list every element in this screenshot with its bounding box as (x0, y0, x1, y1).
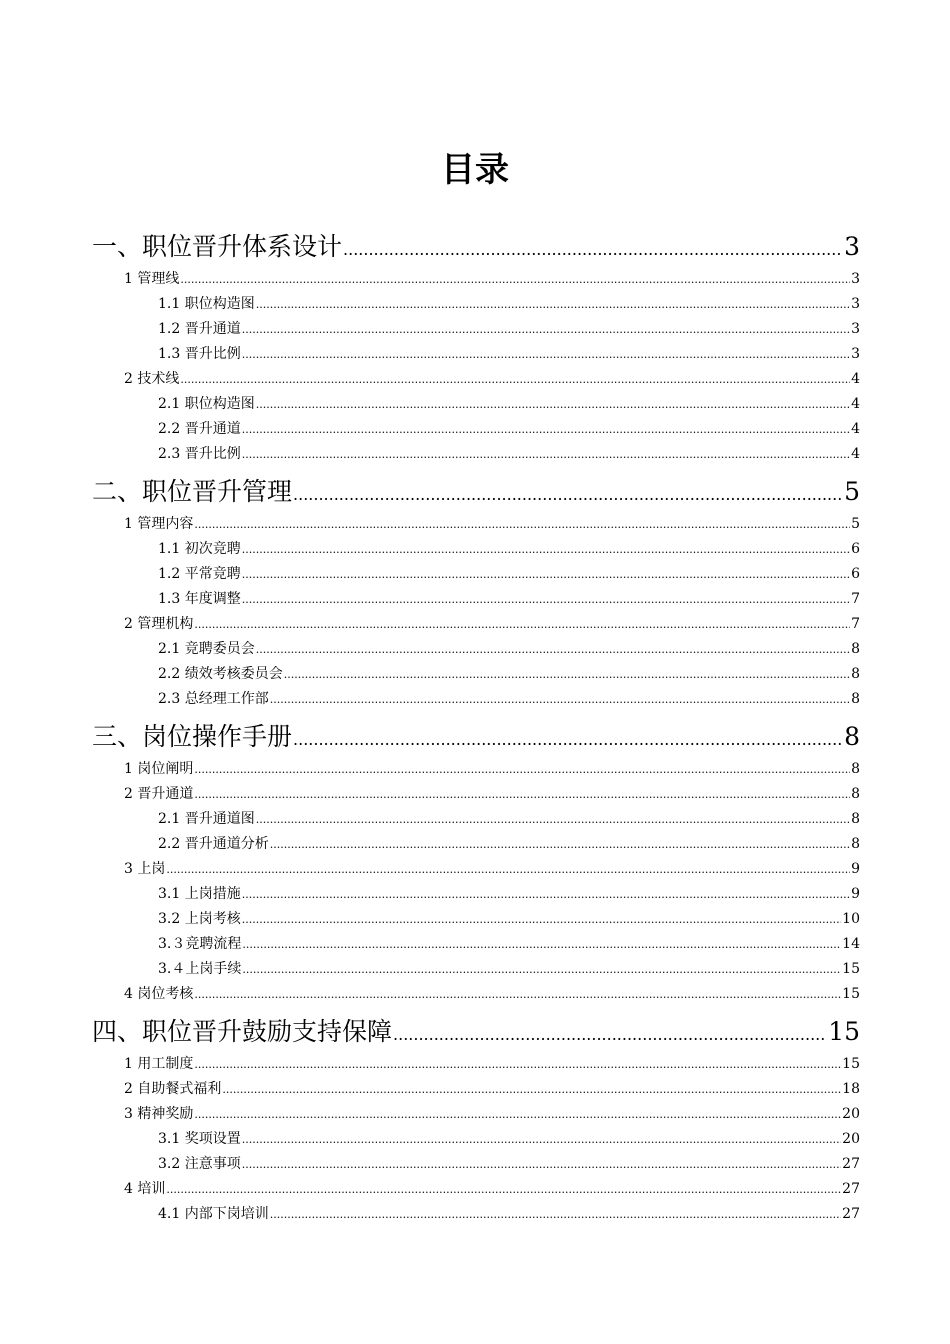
toc-page-number: 9 (851, 861, 860, 877)
toc-page-number: 9 (851, 886, 860, 902)
toc-dot-leader (242, 319, 850, 341)
toc-entry-label: 3.2 注意事项 (158, 1156, 241, 1172)
toc-dot-leader (242, 959, 841, 981)
toc-dot-leader (256, 809, 850, 831)
toc-dot-leader (194, 514, 850, 536)
toc-dot-leader (180, 269, 850, 291)
toc-page-number: 18 (842, 1081, 860, 1097)
toc-entry-label: 2.2 绩效考核委员会 (158, 666, 283, 682)
toc-subsection-entry[interactable] (124, 1178, 860, 1200)
toc-dot-leader (194, 614, 850, 636)
toc-dot-leader (166, 859, 850, 881)
toc-entry-label: 2 自助餐式福利 (124, 1081, 222, 1097)
toc-entry-label: 2 技术线 (124, 371, 180, 387)
toc-entry-label: 1.1 职位构造图 (158, 296, 255, 312)
toc-entry-label: 3.2 上岗考核 (158, 911, 241, 927)
toc-subsection-entry[interactable] (124, 758, 860, 780)
toc-item-entry[interactable] (158, 808, 860, 830)
toc-dot-leader (166, 1179, 841, 1201)
toc-dot-leader (242, 589, 850, 611)
toc-item-entry[interactable] (158, 663, 860, 685)
toc-item-entry[interactable] (158, 563, 860, 585)
toc-subsection-entry[interactable] (124, 1053, 860, 1075)
toc-entry-label: 3.1 上岗措施 (158, 886, 241, 902)
toc-item-entry[interactable] (158, 1203, 860, 1225)
toc-entry-label: 4.1 内部下岗培训 (158, 1206, 269, 1222)
toc-page-number: 14 (842, 936, 860, 952)
toc-subsection-entry[interactable] (124, 613, 860, 635)
toc-page-number: 8 (851, 811, 860, 827)
page-title: 目录 (441, 150, 509, 190)
toc-page-number: 4 (851, 371, 860, 387)
toc-page-number: 27 (842, 1181, 860, 1197)
toc-page-number: 5 (851, 516, 860, 532)
toc-entry-label: 1.2 平常竞聘 (158, 566, 241, 582)
toc-item-entry[interactable] (158, 393, 860, 415)
toc-page-number: 20 (842, 1131, 860, 1147)
toc-dot-leader (256, 639, 850, 661)
toc-page-number: 8 (851, 761, 860, 777)
toc-entry-label: 4 培训 (124, 1181, 166, 1197)
toc-entry-label: 2.2 晋升通道 (158, 421, 241, 437)
toc-dot-leader (242, 909, 841, 931)
toc-entry-label: 2.3 总经理工作部 (158, 691, 269, 707)
toc-dot-leader (194, 1104, 841, 1126)
toc-page-number: 3 (851, 271, 860, 287)
toc-entry-label: 2.1 晋升通道图 (158, 811, 255, 827)
toc-item-entry[interactable] (158, 883, 860, 905)
toc-entry-label: 二、职位晋升管理 (92, 477, 293, 506)
toc-item-entry[interactable] (158, 293, 860, 315)
toc-page-number: 3 (844, 232, 860, 261)
toc-entry-label: 2.3 晋升比例 (158, 446, 241, 462)
toc-page-number: 3 (851, 321, 860, 337)
toc-page-number: 3 (851, 296, 860, 312)
toc-entry-label: 1.3 晋升比例 (158, 346, 241, 362)
toc-dot-leader (270, 689, 850, 711)
toc-subsection-entry[interactable] (124, 783, 860, 805)
toc-dot-leader (194, 759, 850, 781)
toc-section-entry[interactable] (92, 475, 860, 509)
toc-page-number: 15 (842, 986, 860, 1002)
toc-entry-label: 3 精神奖励 (124, 1106, 194, 1122)
toc-entry-label: 1 管理线 (124, 271, 180, 287)
toc-item-entry[interactable] (158, 538, 860, 560)
toc-dot-leader (194, 1054, 841, 1076)
toc-section-entry[interactable] (92, 1015, 860, 1049)
toc-page-number: 8 (851, 786, 860, 802)
toc-dot-leader (256, 394, 850, 416)
toc-page-number: 4 (851, 446, 860, 462)
toc-page-number: 15 (842, 1056, 860, 1072)
toc-dot-leader (242, 1154, 841, 1176)
toc-entry-label: 四、职位晋升鼓励支持保障 (92, 1017, 393, 1046)
toc-dot-leader (393, 1018, 827, 1052)
toc-subsection-entry[interactable] (124, 858, 860, 880)
toc-entry-label: 1 用工制度 (124, 1056, 194, 1072)
toc-page-number: 8 (851, 836, 860, 852)
toc-item-entry[interactable] (158, 958, 860, 980)
toc-entry-label: 3.1 奖项设置 (158, 1131, 241, 1147)
toc-dot-leader (222, 1079, 841, 1101)
toc-page-number: 4 (851, 396, 860, 412)
toc-item-entry[interactable] (158, 833, 860, 855)
toc-page-number: 20 (842, 1106, 860, 1122)
toc-page-number: 27 (842, 1156, 860, 1172)
toc-entry-label: 1 管理内容 (124, 516, 194, 532)
toc-item-entry[interactable] (158, 688, 860, 710)
toc-dot-leader (256, 294, 850, 316)
toc-item-entry[interactable] (158, 933, 860, 955)
toc-page-number: 8 (844, 722, 860, 751)
toc-dot-leader (180, 369, 850, 391)
toc-subsection-entry[interactable] (124, 513, 860, 535)
toc-page-number: 4 (851, 421, 860, 437)
toc-dot-leader (293, 723, 843, 757)
toc-subsection-entry[interactable] (124, 268, 860, 290)
toc-dot-leader (242, 884, 850, 906)
toc-subsection-entry[interactable] (124, 368, 860, 390)
toc-dot-leader (242, 344, 850, 366)
toc-subsection-entry[interactable] (124, 1078, 860, 1100)
toc-section-entry[interactable] (92, 720, 860, 754)
toc-item-entry[interactable] (158, 908, 860, 930)
toc-page-number: 15 (842, 961, 860, 977)
toc-entry-label: 4 岗位考核 (124, 986, 194, 1002)
toc-page-number: 6 (851, 566, 860, 582)
toc-subsection-entry[interactable] (124, 1103, 860, 1125)
toc-dot-leader (242, 419, 850, 441)
toc-entry-label: 2 晋升通道 (124, 786, 194, 802)
toc-dot-leader (242, 564, 850, 586)
toc-item-entry[interactable] (158, 588, 860, 610)
toc-page-number: 7 (851, 591, 860, 607)
toc-dot-leader (194, 984, 841, 1006)
toc-entry-label: 1.2 晋升通道 (158, 321, 241, 337)
toc-dot-leader (343, 233, 843, 267)
toc-dot-leader (293, 478, 843, 512)
toc-entry-label: 一、职位晋升体系设计 (92, 232, 343, 261)
toc-page-number: 15 (828, 1017, 860, 1046)
toc-dot-leader (194, 784, 850, 806)
toc-item-entry[interactable] (158, 318, 860, 340)
toc-item-entry[interactable] (158, 443, 860, 465)
toc-page-number: 3 (851, 346, 860, 362)
toc-entry-label: 3 上岗 (124, 861, 166, 877)
toc-dot-leader (242, 539, 850, 561)
toc-dot-leader (270, 1204, 841, 1226)
toc-page-number: 27 (842, 1206, 860, 1222)
toc-entry-label: 1 岗位阐明 (124, 761, 194, 777)
toc-entry-label: 2.1 竞聘委员会 (158, 641, 255, 657)
toc-entry-label: 2.2 晋升通道分析 (158, 836, 269, 852)
toc-dot-leader (242, 934, 841, 956)
toc-entry-label: 1.1 初次竞聘 (158, 541, 241, 557)
toc-entry-label: 三、岗位操作手册 (92, 722, 293, 751)
toc-page-number: 8 (851, 666, 860, 682)
toc-subsection-entry[interactable] (124, 983, 860, 1005)
toc-dot-leader (270, 834, 850, 856)
toc-item-entry[interactable] (158, 343, 860, 365)
toc-entry-label: 3.３竞聘流程 (158, 936, 242, 952)
toc-page-number: 8 (851, 691, 860, 707)
toc-item-entry[interactable] (158, 1153, 860, 1175)
toc-item-entry[interactable] (158, 1128, 860, 1150)
toc-dot-leader (242, 1129, 841, 1151)
toc-dot-leader (242, 444, 850, 466)
toc-section-entry[interactable] (92, 230, 860, 264)
toc-page-number: 10 (842, 911, 860, 927)
toc-entry-label: 1.3 年度调整 (158, 591, 241, 607)
toc-entry-label: 3.４上岗手续 (158, 961, 242, 977)
toc-page-number: 5 (844, 477, 860, 506)
toc-page-number: 6 (851, 541, 860, 557)
toc-page-number: 7 (851, 616, 860, 632)
toc-page-number: 8 (851, 641, 860, 657)
toc-item-entry[interactable] (158, 638, 860, 660)
toc-item-entry[interactable] (158, 418, 860, 440)
toc-dot-leader (284, 664, 850, 686)
toc-entry-label: 2.1 职位构造图 (158, 396, 255, 412)
toc-entry-label: 2 管理机构 (124, 616, 194, 632)
